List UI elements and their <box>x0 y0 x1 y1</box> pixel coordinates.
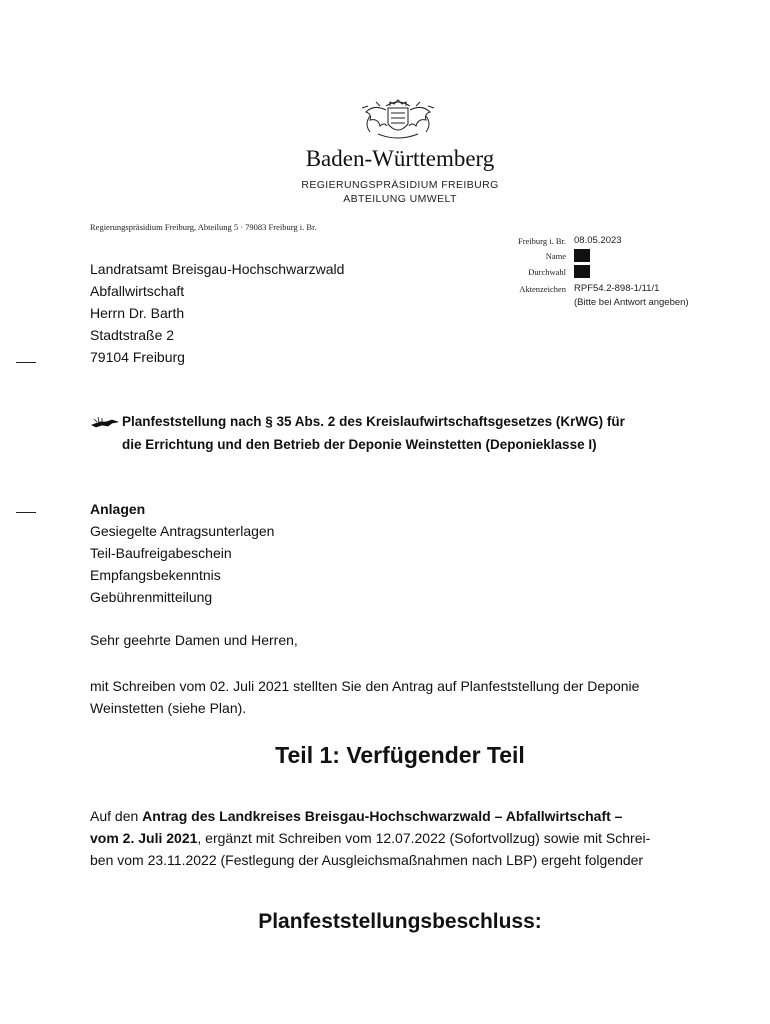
recipient-line: Abfallwirtschaft <box>90 283 185 299</box>
decision-prefix: Auf den <box>90 808 143 824</box>
subject <box>122 410 722 456</box>
intro-line-1: mit Schreiben vom 02. Juli 2021 stellten Sie den Antrag auf Planfeststellung der Deponie <box>90 678 640 694</box>
subject-line-2: die Errichtung und den Betrieb der Deponie Weinstetten (Deponieklasse I) <box>122 437 597 452</box>
name-label: Name <box>545 251 566 261</box>
decision-application-date: vom 2. Juli 2021 <box>90 830 198 846</box>
intro-paragraph <box>90 675 730 719</box>
redacted-name <box>574 249 590 262</box>
intro-line-2: Weinstetten (siehe Plan). <box>90 700 247 716</box>
file-number-note: (Bitte bei Antwort angeben) <box>574 297 689 308</box>
stag-icon <box>90 416 120 428</box>
place-label: Freiburg i. Br. <box>517 236 566 246</box>
recipient-line: Stadtstraße 2 <box>90 327 175 343</box>
phone-label: Durchwahl <box>528 267 566 277</box>
section-title: Teil 1: Verfügender Teil <box>275 742 525 768</box>
file-number-label: Aktenzeichen <box>519 284 566 294</box>
attachment-item: Gebührenmitteilung <box>90 589 213 605</box>
decision-line-2 <box>90 827 730 849</box>
attachment-item: Gesiegelte Antragsunterlagen <box>90 523 275 539</box>
decision-title: Planfeststellungsbeschluss: <box>258 910 542 933</box>
decision-line-1 <box>90 805 730 827</box>
recipient-line: 79104 Freiburg <box>90 349 185 365</box>
file-number: RPF54.2-898-1/11/1 <box>574 283 660 294</box>
attachment-item: Teil-Baufreigabeschein <box>90 545 232 561</box>
recipient-line: Landratsamt Breisgau-Hochschwarzwald <box>90 261 345 277</box>
fold-mark <box>16 362 36 363</box>
decision-line-3: ben vom 23.11.2022 (Festlegung der Ausgleichsmaßnahmen nach LBP) ergeht folgender <box>90 852 644 868</box>
attachment-item: Empfangsbekenntnis <box>90 567 221 583</box>
decision-paragraph <box>90 805 730 871</box>
redacted-phone <box>574 265 590 278</box>
department-name: ABTEILUNG UMWELT <box>343 193 457 205</box>
coat-of-arms-icon <box>356 96 440 144</box>
authority-name: REGIERUNGSPRÄSIDIUM FREIBURG <box>301 179 499 191</box>
fold-mark <box>16 512 36 513</box>
decision-supplement: , ergänzt mit Schreiben vom 12.07.2022 (Sofortvollzug) sowie mit Schrei- <box>197 830 651 846</box>
subject-line-1: Planfeststellung nach § 35 Abs. 2 des Kreislaufwirtschaftsgesetzes (KrWG) für <box>122 414 625 429</box>
state-name: Baden-Württemberg <box>305 146 495 171</box>
decision-applicant: Antrag des Landkreises Breisgau-Hochschwarzwald – Abfallwirtschaft – <box>142 808 623 824</box>
attachments-title: Anlagen <box>90 501 146 517</box>
salutation: Sehr geehrte Damen und Herren, <box>90 632 298 648</box>
recipient-line: Herrn Dr. Barth <box>90 305 185 321</box>
sender-return-line: Regierungspräsidium Freiburg, Abteilung 5 · 79083 Freiburg i. Br. <box>90 222 317 232</box>
letter-date: 08.05.2023 <box>574 235 622 246</box>
